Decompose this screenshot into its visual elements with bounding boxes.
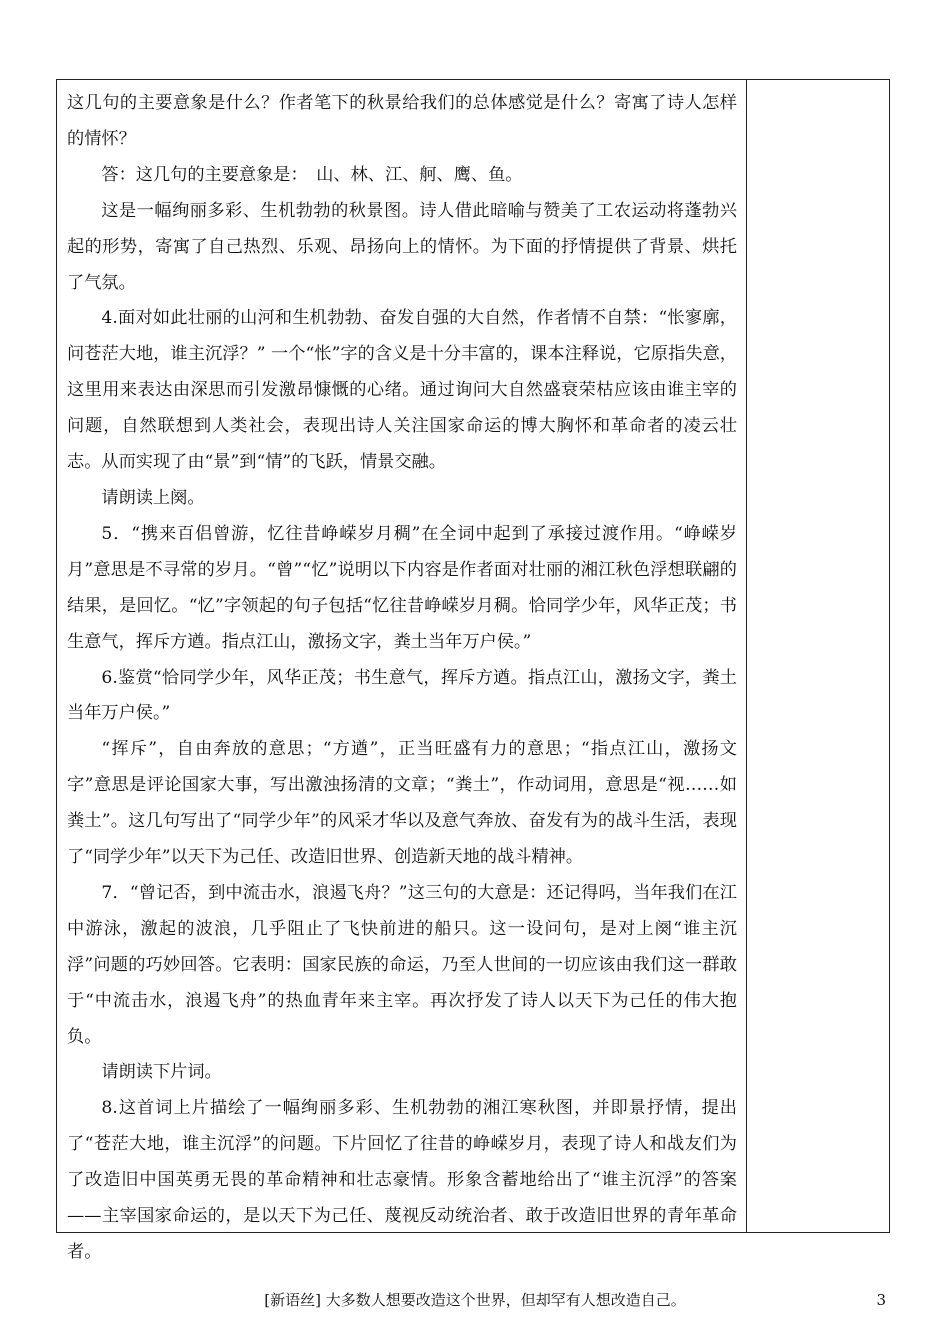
paragraph: 这是一幅绚丽多彩、生机勃勃的秋景图。诗人借此暗喻与赞美了工农运动将蓬勃兴起的形势，寄寓了自己热烈、乐观、昂扬向上的情怀。为下面的抒情提供了背景、烘托了气氛。 — [67, 200, 737, 293]
paragraph: 6.鉴赏“恰同学少年，风华正茂；书生意气，挥斥方遒。指点江山，激扬文字，粪土当年万户侯。” — [67, 667, 737, 724]
paragraph: 请朗读下片词。 — [101, 1062, 222, 1083]
paragraph: 请朗读上阕。 — [101, 487, 205, 508]
lesson-content — [67, 86, 737, 1271]
paragraph: 这几句的主要意象是什么？作者笔下的秋景给我们的总体感觉是什么？寄寓了诗人怎样的情怀？ — [67, 93, 737, 149]
lesson-table — [56, 79, 890, 1262]
page-number: 3 — [876, 1291, 886, 1309]
column-divider — [746, 80, 747, 1232]
paragraph: 8.这首词上片描绘了一幅绚丽多彩、生机勃勃的湘江寒秋图，并即景抒情，提出了“苍茫大地，谁主沉浮”的问题。下片回忆了往昔的峥嵘岁月，表现了诗人和战友们为了改造旧中国英勇无畏的革命精神和壮志豪情。形象含蓄地给出了“谁主沉浮”的答案——主宰国家命运的，是以天下为己任、蔑视反动统治者、敢于改造旧世界的青年革命者。 — [67, 1098, 737, 1262]
paragraph: 7．“曾记否，到中流击水，浪遏飞舟？”这三句的大意是：还记得吗，当年我们在江中游泳，激起的波浪，几乎阻止了飞快前进的船只。这一设问句，是对上阕“谁主沉浮”问题的巧妙回答。它表明：国家民族的命运，乃至人世间的一切应该由我们这一群敢于“中流击水，浪遏飞舟”的热血青年来主宰。再次抒发了诗人以天下为己任的伟大抱负。 — [67, 882, 737, 1047]
notes-column — [748, 80, 889, 1232]
paragraph: 5．“携来百侣曾游，忆往昔峥嵘岁月稠”在全词中起到了承接过渡作用。“峥嵘岁月”意思是不寻常的岁月。“曾”“忆”说明以下内容是作者面对壮丽的湘江秋色浮想联翩的结果，是回忆。“忆”字领起的句子包括“忆往昔峥嵘岁月稠。恰同学少年，风华正茂；书生意气，挥斥方遒。指点江山，激扬文字，粪土当年万户侯。” — [67, 523, 737, 652]
paragraph: 答：这几句的主要意象是： 山、林、江、舸、鹰、鱼。 — [101, 164, 523, 185]
footer-quote: [新语丝] 大多数人想要改造这个世界，但却罕有人想改造自己。 — [264, 1291, 686, 1309]
page-footer — [0, 1288, 950, 1312]
paragraph: “挥斥”，自由奔放的意思；“方遒”，正当旺盛有力的意思；“指点江山，激扬文字”意思是评论国家大事，写出激浊扬清的文章；“粪土”，作动词用，意思是“视……如粪土”。这几句写出了“同学少年”的风采才华以及意气奔放、奋发有为的战斗生活，表现了“同学少年”以天下为己任、改造旧世界、创造新天地的战斗精神。 — [67, 739, 737, 868]
paragraph: 4.面对如此壮丽的山河和生机勃勃、奋发自强的大自然，作者情不自禁：“怅寥廓，问苍茫大地，谁主沉浮？” 一个“怅”字的含义是十分丰富的，课本注释说，它原指失意，这里用来表达由深思而引发激昂慷慨的心绪。通过询问大自然盛衰荣枯应该由谁主宰的问题，自然联想到人类社会，表现出诗人关注国家命运的博大胸怀和革命者的凌云壮志。从而实现了由“景”到“情”的飞跃，情景交融。 — [67, 308, 737, 473]
